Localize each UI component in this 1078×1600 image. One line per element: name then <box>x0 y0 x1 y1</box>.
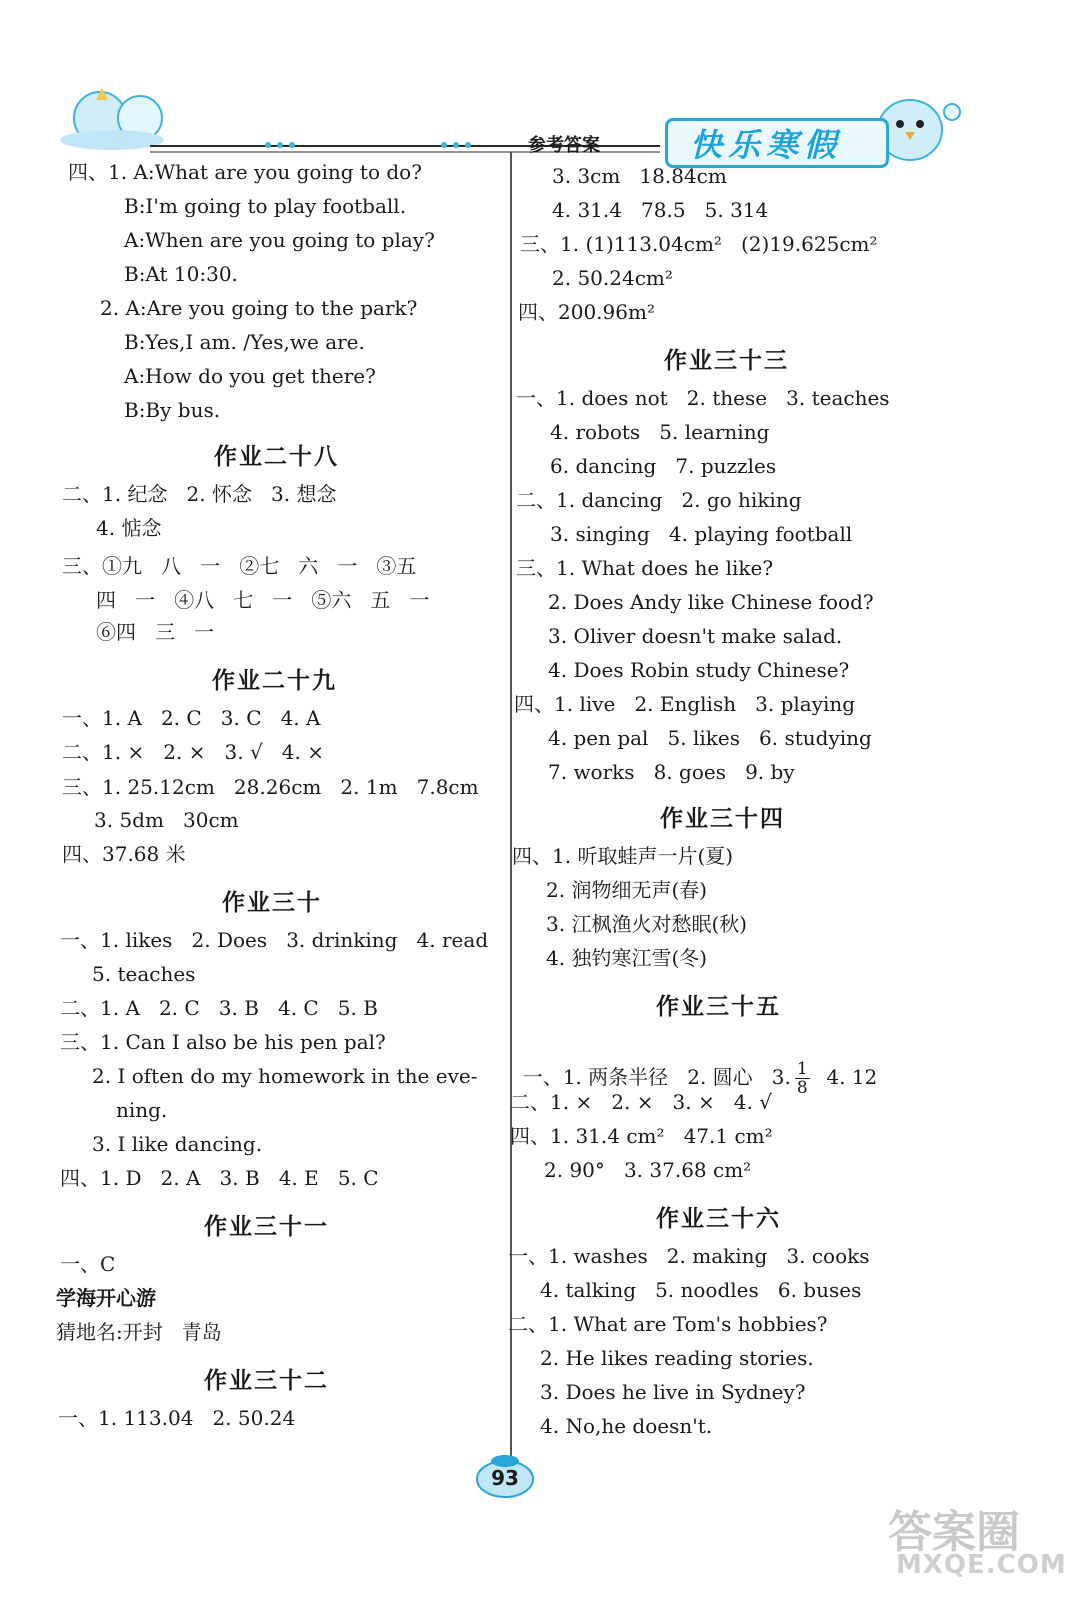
answer-text: 4. 12 <box>826 1065 878 1089</box>
answer-line: 2. 50.24cm² <box>552 266 673 290</box>
answer-line: 三、1. What does he like? <box>516 556 774 580</box>
page-header <box>0 0 1078 170</box>
answer-line: 4. No,he doesn't. <box>540 1414 713 1438</box>
answer-line: ning. <box>116 1098 168 1122</box>
answer-line: 一、1. washes 2. making 3. cooks <box>508 1244 870 1268</box>
answer-line: 二、1. × 2. × 3. × 4. √ <box>510 1090 772 1114</box>
fraction <box>795 1060 810 1097</box>
answer-line: 2. Does Andy like Chinese food? <box>548 590 874 614</box>
answer-line: 3. Oliver doesn't make salad. <box>548 624 843 648</box>
answer-line: 2. I often do my homework in the eve- <box>92 1064 478 1088</box>
answer-line: 7. works 8. goes 9. by <box>548 760 795 784</box>
answer-line: 4. 31.4 78.5 5. 314 <box>552 198 769 222</box>
answer-line: 2. 90° 3. 37.68 cm² <box>544 1158 752 1182</box>
answer-line: 四、200.96m² <box>518 300 655 324</box>
answer-text: 一、1. 两条半径 2. 圆心 3. <box>522 1065 791 1089</box>
answer-line: ⑥四 三 一 <box>96 620 215 644</box>
section-heading: 作业三十三 <box>664 348 789 374</box>
fraction-numerator: 1 <box>796 1059 808 1079</box>
answer-line: 4. pen pal 5. likes 6. studying <box>548 726 872 750</box>
answer-line: 四、1. live 2. English 3. playing <box>514 692 856 716</box>
answer-line-fraction <box>510 1036 877 1097</box>
banner-title: 快乐寒假 <box>690 126 843 164</box>
answer-line: 一、1. does not 2. these 3. teaches <box>516 386 890 410</box>
answer-line: 四、1. 31.4 cm² 47.1 cm² <box>510 1124 773 1148</box>
section-heading: 作业三十一 <box>204 1214 329 1240</box>
answer-line: 四、1. A:What are you going to do? <box>68 160 422 184</box>
answer-line: 2. 润物细无声(春) <box>546 878 708 902</box>
watermark-url: MXQE.COM <box>896 1550 1067 1580</box>
answer-line: 3. singing 4. playing football <box>550 522 853 546</box>
answer-line: 二、1. What are Tom's hobbies? <box>508 1312 828 1336</box>
answer-line: 一、1. A 2. C 3. C 4. A <box>62 706 321 730</box>
answer-line: 四 一 ④八 七 一 ⑤六 五 一 <box>96 588 430 612</box>
section-heading: 作业三十二 <box>204 1368 329 1394</box>
page-number: 93 <box>491 1466 519 1490</box>
answer-line: 二、1. × 2. × 3. √ 4. × <box>62 740 324 764</box>
answer-line: 4. talking 5. noodles 6. buses <box>540 1278 862 1302</box>
answer-line: 5. teaches <box>92 962 196 986</box>
answer-line: 四、1. 听取蛙声一片(夏) <box>512 844 734 868</box>
answer-line: B:By bus. <box>124 398 221 422</box>
answer-line: 二、1. A 2. C 3. B 4. C 5. B <box>60 996 378 1020</box>
answer-line: 三、①九 八 一 ②七 六 一 ③五 <box>62 554 417 578</box>
column-divider <box>510 152 512 1472</box>
answer-line: 4. 独钓寒江雪(冬) <box>546 946 708 970</box>
answer-line: 3. Does he live in Sydney? <box>540 1380 806 1404</box>
answer-line: 4. 惦念 <box>96 516 162 540</box>
answer-line: B:At 10:30. <box>124 262 238 286</box>
answer-line: 一、1. 113.04 2. 50.24 <box>58 1406 296 1430</box>
answer-line: 一、1. likes 2. Does 3. drinking 4. read <box>60 928 489 952</box>
answer-line: 3. 3cm 18.84cm <box>552 164 727 188</box>
answer-line: A:How do you get there? <box>124 364 376 388</box>
answer-line: 四、37.68 米 <box>62 842 186 866</box>
section-heading: 作业三十 <box>222 890 322 916</box>
answer-line: 三、1. 25.12cm 28.26cm 2. 1m 7.8cm <box>62 775 479 799</box>
answer-line: 猜地名:开封 青岛 <box>56 1320 222 1344</box>
answer-line: 2. He likes reading stories. <box>540 1346 814 1370</box>
answer-line: 四、1. D 2. A 3. B 4. E 5. C <box>60 1166 379 1190</box>
answer-line: 4. robots 5. learning <box>550 420 770 444</box>
page-title: 参考答案 <box>528 135 600 156</box>
section-heading: 作业二十九 <box>212 668 337 694</box>
bonus-heading: 学海开心游 <box>56 1286 156 1310</box>
section-heading: 作业三十六 <box>656 1206 781 1232</box>
answer-line: B:Yes,I am. /Yes,we are. <box>124 330 365 354</box>
watermark-logo: 答案圈 <box>888 1507 1020 1558</box>
answer-line: 6. dancing 7. puzzles <box>550 454 777 478</box>
answer-line: 三、1. (1)113.04cm² (2)19.625cm² <box>520 232 878 256</box>
answer-line: 4. Does Robin study Chinese? <box>548 658 850 682</box>
penguin-mascot-icon <box>878 100 960 160</box>
answer-line: B:I'm going to play football. <box>124 194 407 218</box>
answer-line: 二、1. dancing 2. go hiking <box>516 488 802 512</box>
section-heading: 作业三十五 <box>656 994 781 1020</box>
section-heading: 作业三十四 <box>660 806 785 832</box>
answer-line: 3. 江枫渔火对愁眠(秋) <box>546 912 748 936</box>
answer-line: 二、1. 纪念 2. 怀念 3. 想念 <box>62 482 337 506</box>
fraction-denominator: 8 <box>796 1078 808 1098</box>
section-heading: 作业二十八 <box>214 444 339 470</box>
answer-line: 3. 5dm 30cm <box>94 808 239 832</box>
answer-line: 三、1. Can I also be his pen pal? <box>60 1030 386 1054</box>
snow-ornament-left-icon <box>60 88 164 150</box>
answer-line: 一、C <box>60 1252 116 1276</box>
answer-line: 3. I like dancing. <box>92 1132 263 1156</box>
answer-line: 2. A:Are you going to the park? <box>100 296 418 320</box>
answer-line: A:When are you going to play? <box>124 228 435 252</box>
